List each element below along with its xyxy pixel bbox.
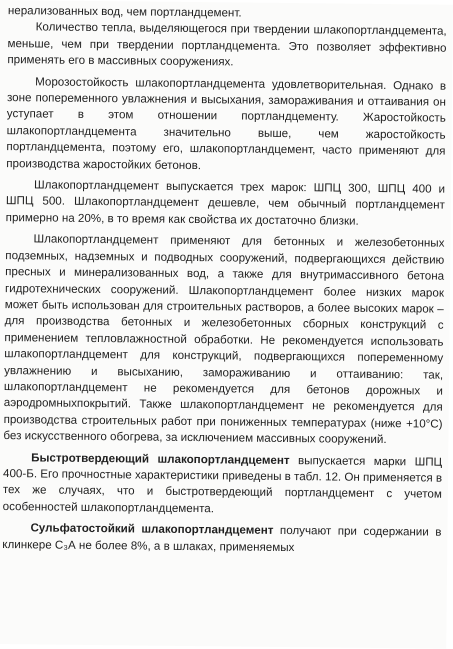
paragraph-sulfate-resistant xyxy=(2,520,441,557)
paragraph-applications: Шлакопортландцемент применяют для бетонных и железобетонных подземных, надземных и подводных сооружений, подвергающихся действию пресных и минерализованных вод, а также для внутримассивного бетона гидротехнических сооружений. Шлакопортландцемент более низких марок может быть использован для строительных растворов, а более высоких марок – для производства бетонных и железобетонных сборных конструкций с применением тепловлажностной обработки. Не рекомендуется использовать шлакопортландцемент для конструкций, подвергающихся попеременному увлажнению и высыханию, замораживанию и оттаиванию: так, шлакопортландцемент не рекомендуется для бетонов дорожных и аэродромныхпокрытий. Также шлакопортландцемент не рекомендуется для производства строительных работ при пониженных температурах (ниже +10°С) без искусственного обогрева, за исключением массивных сооружений. xyxy=(3,232,445,447)
term-rapid-hardening: Быстротвердеющий шлакопортландцемент xyxy=(31,450,290,467)
paragraph-rapid-hardening xyxy=(3,450,443,520)
paragraph-continuation: нерализованных вод, чем портландцемент. xyxy=(7,4,242,20)
term-sulfate-resistant: Сульфатостойкий шлакопортландцемент xyxy=(30,521,274,538)
paragraph-frost-resistance: Морозостойкость шлакопортландцемента удовлетворительная. Однако в зоне попеременного увлажнения и высыхания, замораживания и оттаивания он уступает в этом отношении портландцементу. Жаростойкость шлакопортландцемента значительно выше, чем жаростойкость портландцемента, поэтому его, шлакопортландцемент, часто применяют для производства жаростойких бетонов. xyxy=(6,74,447,172)
paragraph-grades: Шлакопортландцемент выпускается трех марок: ШПЦ 300, ШПЦ 400 и ШПЦ 500. Шлакопортландцемент дешевле, чем обычный портландцемент примерно на 20%, в то время как свойства их достаточно близки. xyxy=(5,178,446,228)
paragraph-sulfate-resistant-text: получают при содержании в клинкере С₃А не более 8%, а в шлаках, применяемых xyxy=(2,524,442,554)
paragraph-heat-of-hardening: Количество тепла, выделяющегося при твердении шлакопортландцемента, меньше, чем при твердении портландцемента. Это позволяет эффективно применять его в массивных сооружениях. xyxy=(7,20,447,69)
paragraph-rapid-hardening-text: выпускается марки ШПЦ 400-Б. Его прочностные характеристики приведены в табл. 12. Он применяется в тех же случаях, что и быстротвердеющий портландцемент с учетом особенностей шлакопортландцемента. xyxy=(2,453,443,516)
